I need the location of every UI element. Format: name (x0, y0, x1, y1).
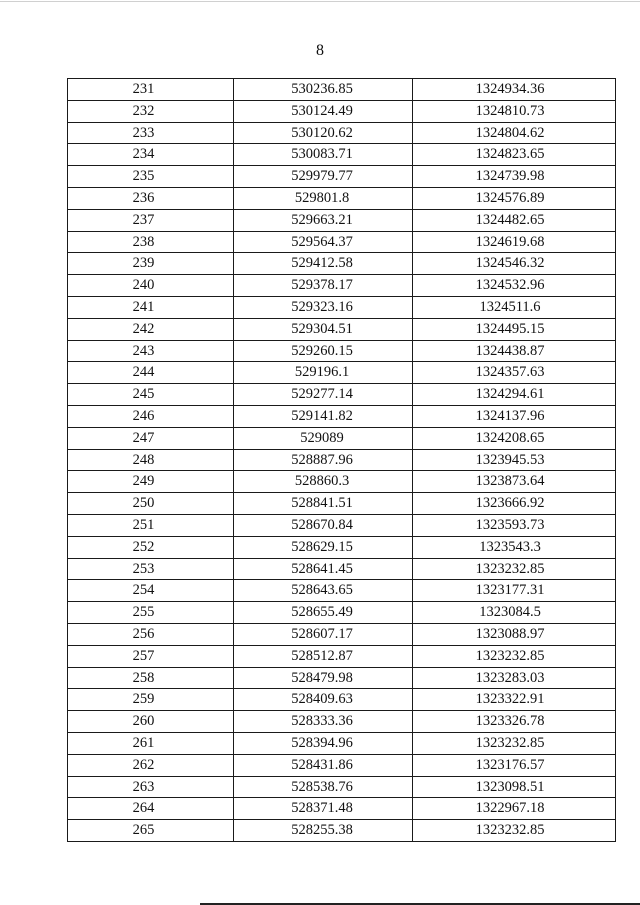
x-coordinate-cell: 528333.36 (234, 711, 413, 733)
point-number-cell: 240 (68, 275, 234, 297)
table-row (68, 493, 616, 515)
table-row (68, 405, 616, 427)
y-coordinate-cell: 1324438.87 (413, 340, 616, 362)
y-coordinate-cell: 1323098.51 (413, 776, 616, 798)
x-coordinate-cell: 529979.77 (234, 166, 413, 188)
x-coordinate-cell: 529260.15 (234, 340, 413, 362)
x-coordinate-cell: 529378.17 (234, 275, 413, 297)
table-row (68, 79, 616, 101)
table-row (68, 427, 616, 449)
table-row (68, 558, 616, 580)
y-coordinate-cell: 1324739.98 (413, 166, 616, 188)
x-coordinate-cell: 528409.63 (234, 689, 413, 711)
table-row (68, 602, 616, 624)
point-number-cell: 244 (68, 362, 234, 384)
point-number-cell: 263 (68, 776, 234, 798)
point-number-cell: 231 (68, 79, 234, 101)
point-number-cell: 232 (68, 100, 234, 122)
x-coordinate-cell: 529196.1 (234, 362, 413, 384)
y-coordinate-cell: 1324511.6 (413, 296, 616, 318)
x-coordinate-cell: 528512.87 (234, 645, 413, 667)
x-coordinate-cell: 529277.14 (234, 384, 413, 406)
x-coordinate-cell: 528841.51 (234, 493, 413, 515)
y-coordinate-cell: 1323326.78 (413, 711, 616, 733)
point-number-cell: 235 (68, 166, 234, 188)
table-row (68, 231, 616, 253)
y-coordinate-cell: 1324934.36 (413, 79, 616, 101)
point-number-cell: 256 (68, 623, 234, 645)
point-number-cell: 248 (68, 449, 234, 471)
point-number-cell: 254 (68, 580, 234, 602)
table-row (68, 340, 616, 362)
y-coordinate-cell: 1323283.03 (413, 667, 616, 689)
y-coordinate-cell: 1323177.31 (413, 580, 616, 602)
point-number-cell: 250 (68, 493, 234, 515)
table-row (68, 471, 616, 493)
table-row (68, 275, 616, 297)
x-coordinate-cell: 528629.15 (234, 536, 413, 558)
point-number-cell: 259 (68, 689, 234, 711)
y-coordinate-cell: 1323232.85 (413, 645, 616, 667)
y-coordinate-cell: 1323232.85 (413, 732, 616, 754)
point-number-cell: 265 (68, 820, 234, 842)
y-coordinate-cell: 1323593.73 (413, 514, 616, 536)
y-coordinate-cell: 1324495.15 (413, 318, 616, 340)
point-number-cell: 234 (68, 144, 234, 166)
point-number-cell: 233 (68, 122, 234, 144)
y-coordinate-cell: 1323232.85 (413, 820, 616, 842)
x-coordinate-cell: 529141.82 (234, 405, 413, 427)
point-number-cell: 253 (68, 558, 234, 580)
point-number-cell: 251 (68, 514, 234, 536)
table-row (68, 122, 616, 144)
y-coordinate-cell: 1322967.18 (413, 798, 616, 820)
y-coordinate-cell: 1324482.65 (413, 209, 616, 231)
point-number-cell: 236 (68, 187, 234, 209)
point-number-cell: 249 (68, 471, 234, 493)
table-row (68, 187, 616, 209)
point-number-cell: 237 (68, 209, 234, 231)
y-coordinate-cell: 1324532.96 (413, 275, 616, 297)
x-coordinate-cell: 529412.58 (234, 253, 413, 275)
x-coordinate-cell: 530236.85 (234, 79, 413, 101)
table-row (68, 100, 616, 122)
x-coordinate-cell: 529564.37 (234, 231, 413, 253)
y-coordinate-cell: 1323666.92 (413, 493, 616, 515)
coordinates-table-body (68, 79, 616, 842)
x-coordinate-cell: 528479.98 (234, 667, 413, 689)
table-row (68, 580, 616, 602)
y-coordinate-cell: 1323084.5 (413, 602, 616, 624)
table-row (68, 209, 616, 231)
x-coordinate-cell: 528887.96 (234, 449, 413, 471)
table-row (68, 253, 616, 275)
x-coordinate-cell: 528641.45 (234, 558, 413, 580)
x-coordinate-cell: 528538.76 (234, 776, 413, 798)
x-coordinate-cell: 528643.65 (234, 580, 413, 602)
point-number-cell: 255 (68, 602, 234, 624)
y-coordinate-cell: 1323945.53 (413, 449, 616, 471)
point-number-cell: 242 (68, 318, 234, 340)
table-row (68, 362, 616, 384)
y-coordinate-cell: 1324137.96 (413, 405, 616, 427)
y-coordinate-cell: 1324546.32 (413, 253, 616, 275)
point-number-cell: 243 (68, 340, 234, 362)
x-coordinate-cell: 530124.49 (234, 100, 413, 122)
coordinates-table (67, 78, 616, 842)
table-row (68, 144, 616, 166)
table-row (68, 667, 616, 689)
x-coordinate-cell: 528394.96 (234, 732, 413, 754)
scan-top-edge (0, 1, 640, 2)
x-coordinate-cell: 528860.3 (234, 471, 413, 493)
y-coordinate-cell: 1323873.64 (413, 471, 616, 493)
y-coordinate-cell: 1324294.61 (413, 384, 616, 406)
table-row (68, 689, 616, 711)
y-coordinate-cell: 1324810.73 (413, 100, 616, 122)
y-coordinate-cell: 1324804.62 (413, 122, 616, 144)
table-row (68, 384, 616, 406)
x-coordinate-cell: 529663.21 (234, 209, 413, 231)
point-number-cell: 260 (68, 711, 234, 733)
x-coordinate-cell: 529801.8 (234, 187, 413, 209)
y-coordinate-cell: 1323232.85 (413, 558, 616, 580)
y-coordinate-cell: 1323543.3 (413, 536, 616, 558)
table-row (68, 798, 616, 820)
point-number-cell: 258 (68, 667, 234, 689)
table-row (68, 623, 616, 645)
y-coordinate-cell: 1323322.91 (413, 689, 616, 711)
table-row (68, 514, 616, 536)
table-row (68, 776, 616, 798)
point-number-cell: 252 (68, 536, 234, 558)
y-coordinate-cell: 1324357.63 (413, 362, 616, 384)
table-row (68, 645, 616, 667)
point-number-cell: 246 (68, 405, 234, 427)
y-coordinate-cell: 1323088.97 (413, 623, 616, 645)
x-coordinate-cell: 529323.16 (234, 296, 413, 318)
x-coordinate-cell: 528431.86 (234, 754, 413, 776)
y-coordinate-cell: 1324208.65 (413, 427, 616, 449)
table-row (68, 318, 616, 340)
x-coordinate-cell: 528670.84 (234, 514, 413, 536)
table-row (68, 754, 616, 776)
point-number-cell: 262 (68, 754, 234, 776)
table-row (68, 820, 616, 842)
table-row (68, 449, 616, 471)
table-row (68, 296, 616, 318)
y-coordinate-cell: 1324823.65 (413, 144, 616, 166)
x-coordinate-cell: 529089 (234, 427, 413, 449)
table-row (68, 166, 616, 188)
point-number-cell: 245 (68, 384, 234, 406)
point-number-cell: 238 (68, 231, 234, 253)
point-number-cell: 239 (68, 253, 234, 275)
y-coordinate-cell: 1324619.68 (413, 231, 616, 253)
x-coordinate-cell: 530120.62 (234, 122, 413, 144)
x-coordinate-cell: 528255.38 (234, 820, 413, 842)
point-number-cell: 261 (68, 732, 234, 754)
x-coordinate-cell: 530083.71 (234, 144, 413, 166)
table-row (68, 711, 616, 733)
point-number-cell: 257 (68, 645, 234, 667)
page-number: 8 (316, 42, 324, 59)
x-coordinate-cell: 529304.51 (234, 318, 413, 340)
table-row (68, 732, 616, 754)
x-coordinate-cell: 528371.48 (234, 798, 413, 820)
y-coordinate-cell: 1323176.57 (413, 754, 616, 776)
table-row (68, 536, 616, 558)
point-number-cell: 241 (68, 296, 234, 318)
point-number-cell: 264 (68, 798, 234, 820)
x-coordinate-cell: 528655.49 (234, 602, 413, 624)
x-coordinate-cell: 528607.17 (234, 623, 413, 645)
y-coordinate-cell: 1324576.89 (413, 187, 616, 209)
point-number-cell: 247 (68, 427, 234, 449)
